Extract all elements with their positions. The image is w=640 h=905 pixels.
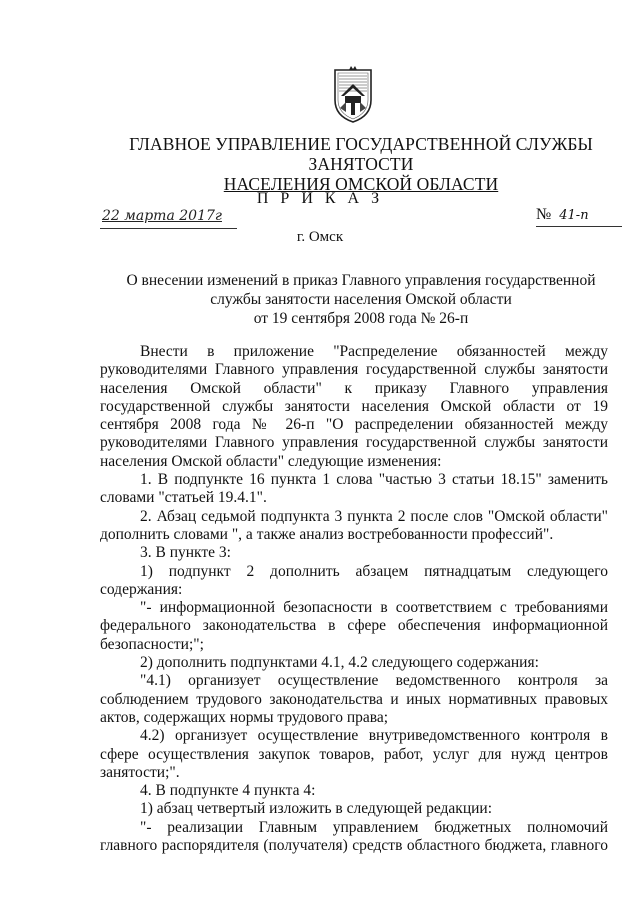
- handwritten-number: 41-п: [559, 208, 589, 223]
- document-type-title: П Р И К А З: [256, 190, 384, 207]
- number-prefix: №: [536, 206, 552, 223]
- handwritten-date: 22 марта 2017г: [100, 208, 237, 229]
- paragraph: 1) абзац четвертый изложить в следующей редакции:: [140, 800, 493, 818]
- subject-line2: службы занятости населения Омской области: [210, 291, 512, 308]
- paragraph: 2) дополнить подпунктами 4.1, 4.2 следующего содержания:: [140, 654, 539, 672]
- organization-name-line2: НАСЕЛЕНИЯ ОМСКОЙ ОБЛАСТИ: [223, 174, 499, 194]
- paragraph: Внести в приложение "Распределение обязанностей между руководителями Главного управления государственной службы занятости населения Омской области" к приказу Главного управления государственной службы занятости населения Омской области от 19 сентября 2008 года № 26-п "О распределении обязанностей между руководителями Главного управления государственной службы занятости населения Омской области" следующие изменения:: [100, 343, 608, 470]
- paragraph: 4.2) организует осуществление внутриведомственного контроля в сфере осуществления закупок товаров, работ, услуг для нужд центров занятости;".: [100, 727, 608, 781]
- document-subject: [100, 271, 622, 328]
- omsk-coat-of-arms-icon: [329, 66, 377, 124]
- paragraph: 4. В подпункте 4 пункта 4:: [140, 782, 316, 800]
- paragraph: "- реализации Главным управлением бюджетных полномочий главного распорядителя (получателя) средств областного бюджета, главного: [100, 818, 608, 855]
- paragraph: "- информационной безопасности в соответствием с требованиями федерального законодательства в сфере обеспечения информационной безопасности;";: [100, 599, 608, 653]
- paragraph: 1. В подпункте 16 пункта 1 слова "частью 3 статьи 18.15" заменить словами "статьей 19.4.1".: [100, 471, 608, 507]
- paragraph: "4.1) организует осуществление ведомственного контроля за соблюдением трудового законодательства и иных нормативных правовых актов, содержащих нормы трудового права;: [100, 672, 608, 726]
- document-number: [536, 206, 622, 227]
- organization-header: [100, 134, 622, 194]
- city-line: г. Омск: [296, 229, 344, 245]
- paragraph: 2. Абзац седьмой подпункта 3 пункта 2 после слов "Омской области" дополнить словами ", а также анализ востребованности профессий".: [100, 507, 608, 543]
- paragraph: 3. В пункте 3:: [140, 544, 231, 562]
- subject-line3: от 19 сентября 2008 года № 26-п: [253, 310, 469, 327]
- document-body: [100, 343, 608, 855]
- subject-line1: О внесении изменений в приказ Главного управления государственной: [126, 272, 596, 289]
- paragraph: 1) подпункт 2 дополнить абзацем пятнадцатым следующего содержания:: [100, 562, 608, 598]
- organization-name-line1: ГЛАВНОЕ УПРАВЛЕНИЕ ГОСУДАРСТВЕННОЙ СЛУЖБЫ ЗАНЯТОСТИ: [129, 134, 593, 174]
